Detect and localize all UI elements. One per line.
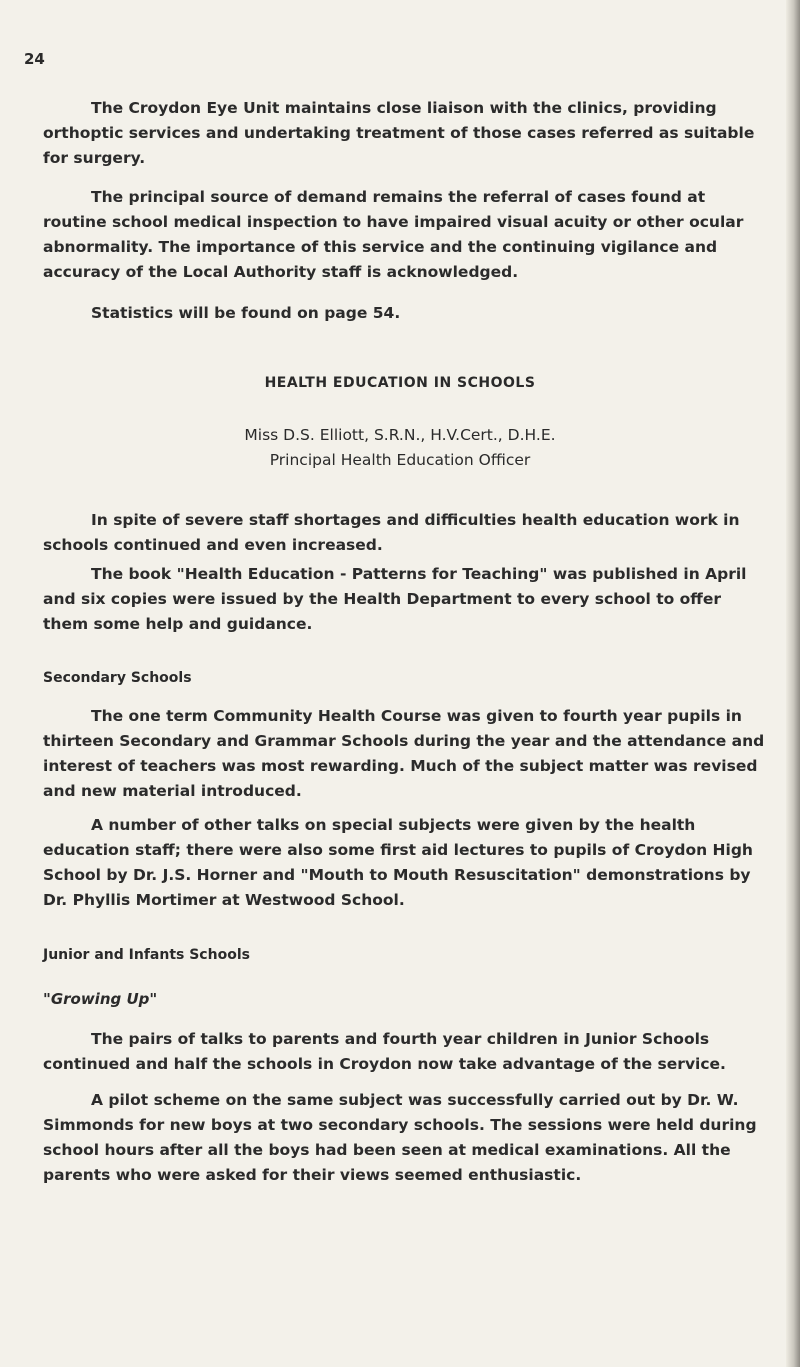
subheading-junior-infants-schools: Junior and Infants Schools xyxy=(43,947,250,963)
intro-paragraph-2: The principal source of demand remains the referral of cases found at routine school medical inspection to have impaired visual acuity or other ocular abnormality. The importance of this service and the continuing vigilance and accuracy of the Local Authority staff is acknowledged. xyxy=(43,188,744,281)
officer-name: Miss D.S. Elliott, S.R.N., H.V.Cert., D.H.E. xyxy=(244,426,556,444)
officer-title: Principal Health Education Officer xyxy=(269,451,531,469)
health-paragraph-1: In spite of severe staff shortages and difficulties health education work in schools continued and even increased. xyxy=(43,511,740,554)
page-number: 24 xyxy=(24,50,45,68)
section-heading-health-education: HEALTH EDUCATION IN SCHOOLS xyxy=(264,375,536,391)
intro-paragraph-1: The Croydon Eye Unit maintains close liaison with the clinics, providing orthoptic services and undertaking treatment of those cases referred as suitable for surgery. xyxy=(43,99,755,167)
subheading-secondary-schools: Secondary Schools xyxy=(43,670,192,686)
secondary-paragraph-2: A number of other talks on special subjects were given by the health education staff; there were also some first aid lectures to pupils of Croydon High School by Dr. J.S. Horner and "Mouth to Mouth Resuscitation" demonstrations by Dr. Phyllis Mortimer at Westwood School. xyxy=(43,816,753,909)
page-edge-shadow xyxy=(786,0,800,1367)
subheading-growing-up: "Growing Up" xyxy=(43,990,158,1008)
secondary-paragraph-1: The one term Community Health Course was given to fourth year pupils in thirteen Secondary and Grammar Schools during the year and the attendance and interest of teachers was most rewarding. Much of the subject matter was revised and new material introduced. xyxy=(43,707,765,800)
intro-paragraph-3: Statistics will be found on page 54. xyxy=(91,304,401,322)
junior-paragraph-2: A pilot scheme on the same subject was successfully carried out by Dr. W. Simmonds for new boys at two secondary schools. The sessions were held during school hours after all the boys had been seen at medical examinations. All the parents who were asked for their views seemed enthusiastic. xyxy=(43,1091,757,1184)
health-paragraph-2: The book "Health Education - Patterns for Teaching" was published in April and six copies were issued by the Health Department to every school to offer them some help and guidance. xyxy=(43,565,747,633)
junior-paragraph-1: The pairs of talks to parents and fourth year children in Junior Schools continued and half the schools in Croydon now take advantage of the service. xyxy=(43,1030,726,1073)
